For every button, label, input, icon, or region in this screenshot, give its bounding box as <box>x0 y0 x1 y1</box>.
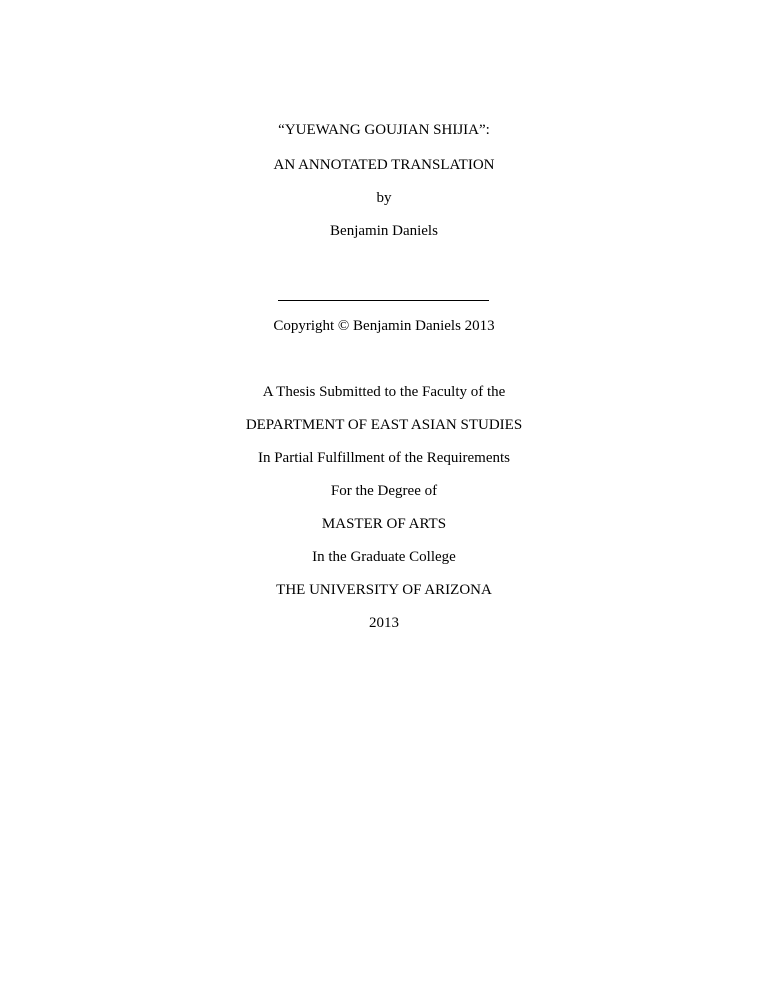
submission-statement: A Thesis Submitted to the Faculty of the <box>262 384 506 400</box>
copyright-notice: Copyright © Benjamin Daniels 2013 <box>273 318 495 334</box>
degree-name: MASTER OF ARTS <box>321 516 447 532</box>
year: 2013 <box>369 615 399 631</box>
title-line-1: “YUEWANG GOUJIAN SHIJIA”: <box>278 122 490 138</box>
title-line-2: AN ANNOTATED TRANSLATION <box>273 157 495 173</box>
separator-rule <box>278 300 489 301</box>
department-name: DEPARTMENT OF EAST ASIAN STUDIES <box>245 417 523 433</box>
fulfillment-statement: In Partial Fulfillment of the Requirements <box>257 450 511 466</box>
university-name: THE UNIVERSITY OF ARIZONA <box>276 582 492 598</box>
degree-intro: For the Degree of <box>330 483 438 499</box>
by-label: by <box>376 190 392 206</box>
college-intro: In the Graduate College <box>312 549 456 565</box>
author-name: Benjamin Daniels <box>330 223 438 239</box>
